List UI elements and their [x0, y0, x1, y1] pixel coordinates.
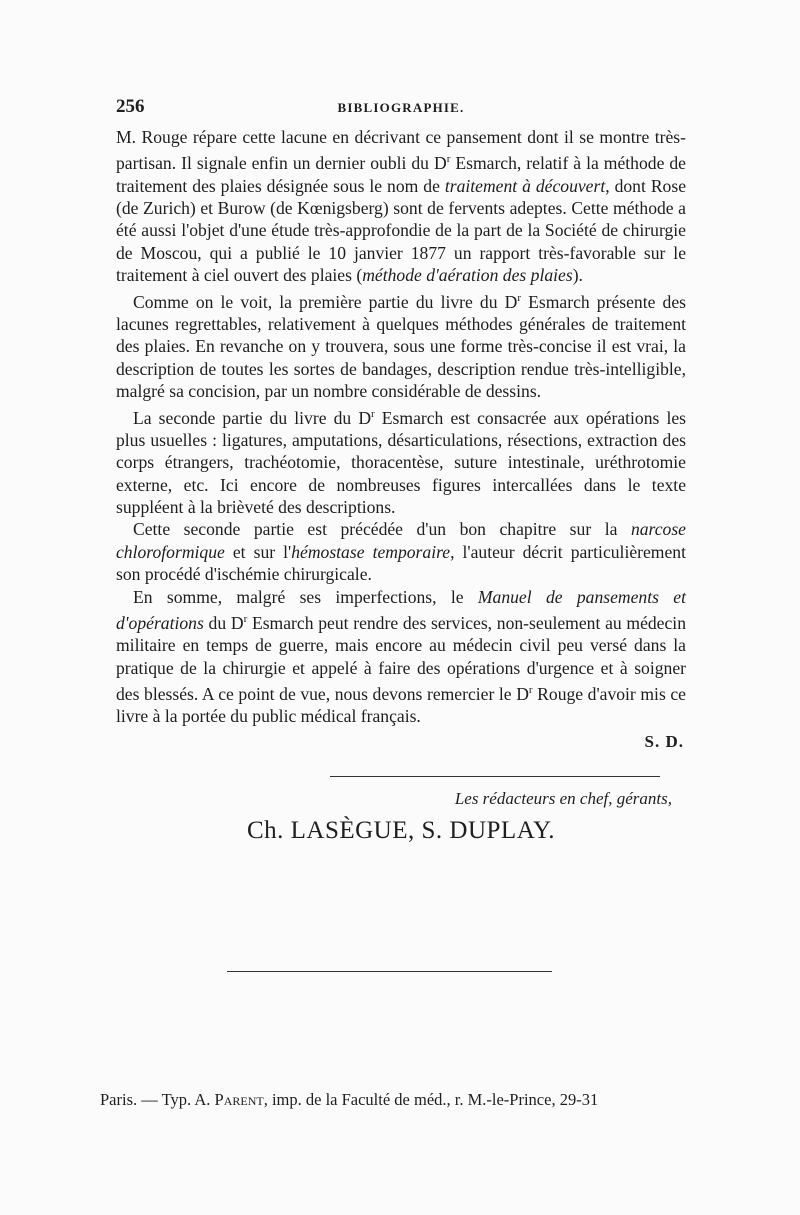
superscript: r [517, 291, 522, 304]
page-header [116, 96, 686, 126]
text-segment: Esmarch présente des lacunes regrettables, relativement à quelques méthodes générales de traitement des plaies. En revanche on y trouvera, sous une forme très-concise il est vrai, la description de toutes les sortes de bandages, description rendue très-intelligible, malgré sa concision, par un nombre considérable de dessins. [116, 291, 686, 402]
imprint-line [100, 1090, 680, 1110]
text-segment: ). [572, 265, 583, 286]
imprint-rule [227, 971, 552, 972]
text-segment: du D [203, 612, 244, 633]
italic-text: méthode d'aération des plaies [362, 265, 573, 286]
superscript: r [446, 153, 451, 166]
article-body [116, 126, 686, 728]
printer-name: Parent [214, 1090, 264, 1109]
editors-names: Ch. LASÈGUE, S. DUPLAY. [246, 816, 556, 844]
text-segment: Rouge d'avoir mis ce livre à la portée du public médical français. [116, 684, 686, 727]
text-segment: , dont Rose (de Zurich) et Burow (de Kœnigsberg) sont de fervents adeptes. Cette méthode a été aussi l'objet d'une étude très-approfondie de la part de la Société de chirurgie de Moscou, qui a publié le 10 janvier 1877 un rapport très-favorable sur le traitement à ciel ouvert des plaies ( [116, 175, 687, 286]
text-segment: Cette seconde partie est précédée d'un bon chapitre sur la [133, 519, 631, 540]
text-segment: Comme on le voit, la première partie du livre du D [133, 291, 518, 312]
page [116, 96, 686, 972]
paragraph [116, 287, 686, 403]
signature: S. D. [644, 731, 684, 751]
italic-text: narcose chloroformique [116, 519, 686, 562]
text-segment: et sur l' [224, 541, 292, 562]
imprint-prefix: Paris. — Typ. A. [100, 1090, 215, 1109]
text-segment: , l'auteur décrit particulièrement son procédé d'ischémie chirurgicale. [116, 541, 686, 585]
text-segment: En somme, malgré ses imperfections, le [133, 586, 478, 607]
text-segment: Esmarch, relatif à la méthode de traitement des plaies désignée sous le nom de [116, 153, 686, 196]
italic-text: hémostase temporaire [291, 541, 451, 562]
superscript: r [243, 613, 248, 626]
paragraph [116, 518, 686, 585]
running-head: BIBLIOGRAPHIE. [337, 100, 465, 115]
editors-label: Les rédacteurs en chef, gérants, [454, 788, 672, 808]
italic-text: Manuel de pansements et d'opérations [116, 586, 686, 633]
paragraph [116, 586, 686, 728]
italic-text: traitement à découvert [444, 175, 606, 196]
paragraph [116, 403, 686, 519]
superscript: r [371, 407, 375, 420]
text-segment: Esmarch est consacrée aux opérations les plus usuelles : ligatures, amputations, désarticulations, résections, extraction des corps étrangers, trachéotomie, thoracentèse, suture intestinale, uréthrotomie externe, etc. Ici encore de nombreuses figures intercallées dans le texte suppléent à la brièveté des descriptions. [116, 407, 686, 518]
superscript: r [528, 684, 533, 697]
paragraph [116, 126, 686, 287]
divider-rule [330, 776, 660, 777]
text-segment: Esmarch peut rendre des services, non-seulement au médecin militaire en temps de guerre, mais encore au médecin civil peu versé dans la pratique de la chirurgie et appelé à faire des opérations d'urgence et à soigner des blessés. A ce point de vue, nous devons remercier le D [116, 612, 686, 705]
text-segment: M. Rouge répare cette lacune en décrivant ce pansement dont il se montre très-partisan. Il signale enfin un dernier oubli du D [116, 127, 686, 174]
imprint-suffix: , imp. de la Faculté de méd., r. M.-le-Prince, 29-31 [263, 1090, 599, 1109]
page-number: 256 [116, 96, 145, 117]
text-segment: La seconde partie du livre du D [133, 407, 372, 428]
